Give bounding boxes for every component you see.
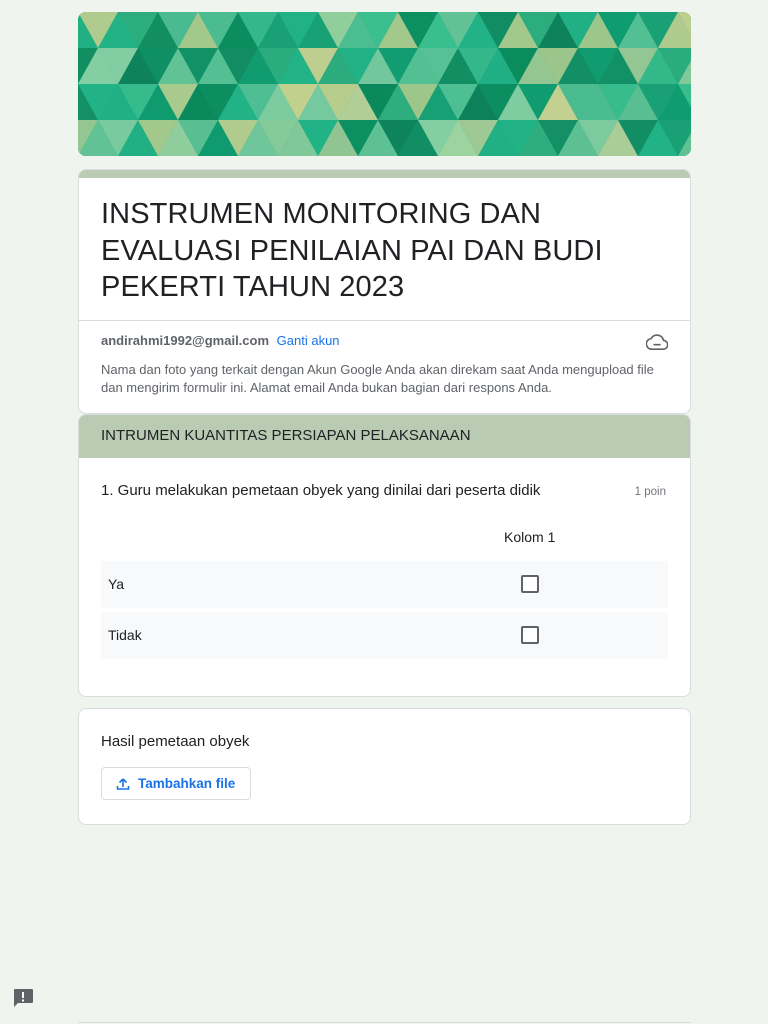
bottom-divider <box>78 1022 691 1023</box>
question-grid <box>79 458 690 659</box>
grid-row-label: Tidak <box>108 627 142 643</box>
question-points: 1 poin <box>634 486 666 498</box>
grid-row-label: Ya <box>108 576 125 592</box>
grid-row-tidak <box>101 612 668 659</box>
checkbox-tidak[interactable] <box>521 626 539 644</box>
add-file-button[interactable] <box>101 767 251 800</box>
question-title: Hasil pemetaan obyek <box>101 733 250 750</box>
checkbox-ya[interactable] <box>521 575 539 593</box>
checkbox-grid <box>101 529 668 659</box>
grid-header <box>101 529 668 561</box>
account-note: Nama dan foto yang terkait dengan Akun Google Anda akan direkam saat Anda mengupload file dan mengirim formulir ini. Alamat email Anda bukan bagian dari respons Anda. <box>101 361 654 395</box>
form-title: INSTRUMEN MONITORING DAN EVALUASI PENILAIAN PAI DAN BUDI PEKERTI TAHUN 2023 <box>101 198 603 303</box>
add-file-label: Tambahkan file <box>138 776 236 791</box>
cloud-offline-icon[interactable] <box>646 334 668 350</box>
account-row <box>79 321 690 357</box>
question-title: 1. Guru melakukan pemetaan obyek yang dinilai dari peserta didik <box>101 482 541 499</box>
title-accent-bar <box>79 170 690 178</box>
section-card <box>78 414 691 697</box>
header-banner-image <box>78 12 691 156</box>
grid-column-label: Kolom 1 <box>504 529 556 545</box>
grid-row-ya <box>101 561 668 608</box>
upload-icon <box>116 777 130 791</box>
section-header: INTRUMEN KUANTITAS PERSIAPAN PELAKSANAAN <box>79 415 690 458</box>
account-email: andirahmi1992@gmail.com <box>101 332 270 348</box>
switch-account-link[interactable]: Ganti akun <box>276 332 340 348</box>
upload-question-card <box>78 708 691 825</box>
form-title-card <box>78 169 691 414</box>
feedback-icon[interactable] <box>12 988 34 1008</box>
